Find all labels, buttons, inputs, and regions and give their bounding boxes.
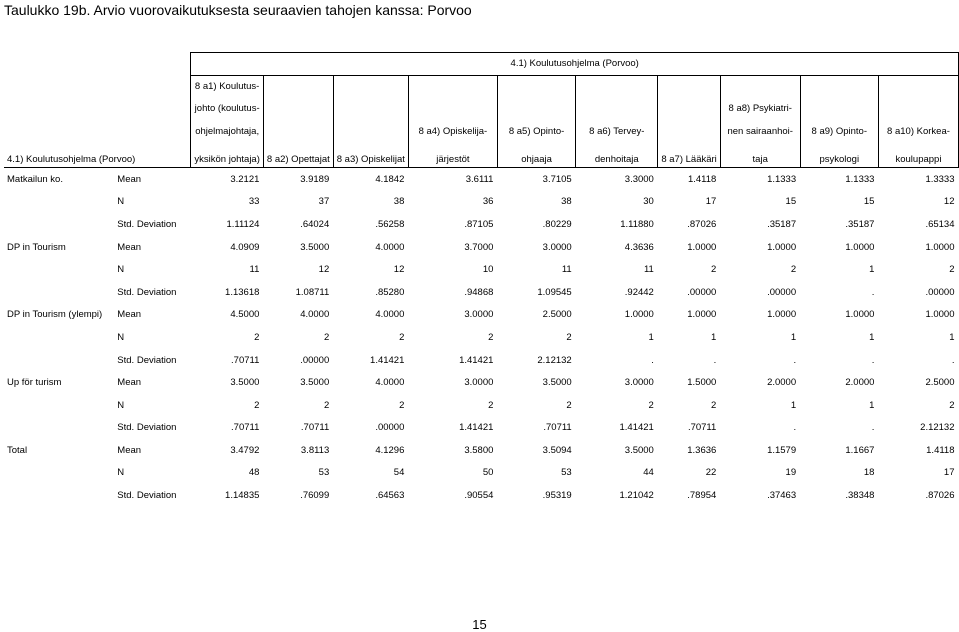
table-cell: 1.0000 — [687, 309, 717, 321]
table-cell: .00000 — [767, 286, 797, 298]
table-cell: 1.4118 — [926, 444, 955, 456]
table-cell: 4.0000 — [300, 309, 330, 321]
column-header-7 — [658, 98, 720, 121]
table-cell: 1.0000 — [767, 309, 797, 321]
table-row — [4, 191, 959, 214]
table-cell: .00000 — [925, 286, 955, 298]
table-cell: 1.4118 — [687, 173, 717, 185]
page-number: 15 — [472, 617, 487, 632]
table-cell: 2.12132 — [920, 422, 955, 434]
table-row — [4, 440, 959, 463]
table-cell: 10 — [482, 264, 494, 276]
column-header-2: 8 a2) Opettajat — [263, 143, 333, 168]
statistics-table — [4, 52, 959, 507]
statistic-label: Mean — [117, 444, 142, 456]
header-corner — [4, 53, 191, 76]
table-cell: .38348 — [845, 490, 875, 502]
column-header-4: 8 a4) Opiskelija- — [408, 120, 497, 143]
table-row — [4, 394, 959, 417]
table-cell: 36 — [482, 196, 494, 208]
table-cell: 2 — [790, 264, 797, 276]
table-cell: 2 — [949, 399, 955, 411]
statistic-label: Std. Deviation — [117, 286, 177, 298]
table-cell: .70711 — [231, 422, 260, 434]
table-cell: 2 — [323, 331, 330, 343]
column-header-5 — [497, 75, 575, 98]
table-cell: 22 — [705, 467, 717, 479]
table-cell: 1 — [790, 331, 797, 343]
table-cell: 3.5094 — [542, 444, 572, 456]
table-cell: 1.0000 — [624, 309, 654, 321]
table-cell: . — [951, 354, 955, 366]
table-cell: .85280 — [375, 286, 405, 298]
table-cell: 1 — [869, 264, 875, 276]
table-cell: . — [793, 422, 797, 434]
group-label — [4, 394, 114, 417]
table-cell: 1.41421 — [619, 422, 654, 434]
table-cell: 1.13618 — [225, 286, 260, 298]
table-cell: 11 — [643, 264, 654, 276]
column-header-8: 8 a8) Psykiatri- — [720, 98, 800, 121]
column-header-9 — [800, 98, 878, 121]
row-header-label: 4.1) Koulutusohjelma (Porvoo) — [4, 143, 191, 168]
table-cell: 1.3636 — [687, 444, 717, 456]
table-cell: 2.5000 — [925, 377, 955, 389]
statistic-label: Mean — [117, 309, 142, 321]
table-cell: .87026 — [687, 218, 717, 230]
column-header-5: ohjaaja — [497, 143, 575, 168]
table-cell: 11 — [249, 264, 260, 276]
table-cell: .76099 — [300, 490, 330, 502]
table-cell: 37 — [318, 196, 330, 208]
column-header-4 — [408, 98, 497, 121]
table-cell: 2 — [254, 331, 260, 343]
table-cell: .00000 — [300, 354, 330, 366]
column-header-9 — [800, 75, 878, 98]
column-header-2 — [263, 75, 333, 98]
table-cell: 4.1842 — [375, 173, 405, 185]
table-cell: 3.4792 — [230, 444, 260, 456]
table-cell: 1.11880 — [620, 218, 654, 230]
table-cell: 3.5000 — [542, 377, 572, 389]
table-cell: 2.0000 — [767, 377, 797, 389]
table-cell: 4.1296 — [375, 444, 405, 456]
table-cell: 1 — [790, 399, 797, 411]
table-cell: 3.5000 — [230, 377, 260, 389]
header-blank — [4, 98, 191, 121]
table-cell: 1.0000 — [925, 241, 955, 253]
table-cell: 3.5000 — [300, 377, 330, 389]
table-cell: 1.09545 — [537, 286, 572, 298]
table-cell: 33 — [248, 196, 260, 208]
table-cell: 18 — [863, 467, 875, 479]
column-header-6 — [576, 98, 658, 121]
table-cell: 1.1333 — [845, 173, 875, 185]
table-cell: 4.0000 — [375, 241, 405, 253]
table-cell: 3.7000 — [464, 241, 494, 253]
column-header-6: denhoitaja — [576, 143, 658, 168]
table-cell: 1.0000 — [845, 309, 875, 321]
table-row — [4, 304, 959, 327]
group-label — [4, 417, 114, 440]
table-cell: .94868 — [464, 286, 494, 298]
table-cell: 4.0909 — [230, 241, 260, 253]
table-cell: .70711 — [543, 422, 572, 434]
table-cell: 44 — [643, 467, 654, 479]
table-cell: . — [871, 286, 875, 298]
table-cell: . — [871, 422, 875, 434]
table-cell: .80229 — [542, 218, 572, 230]
table-cell: 2 — [711, 264, 717, 276]
table-cell: . — [793, 354, 797, 366]
table-cell: 53 — [561, 467, 572, 479]
column-header-8 — [720, 75, 800, 98]
statistic-label: Std. Deviation — [117, 218, 177, 230]
table-row — [4, 417, 959, 440]
group-label: Total — [7, 444, 28, 456]
table-cell: 30 — [643, 196, 654, 208]
table-cell: 1.1667 — [845, 444, 875, 456]
group-label — [4, 349, 114, 372]
table-cell: 1.0000 — [687, 241, 717, 253]
column-header-9: 8 a9) Opinto- — [800, 120, 878, 143]
table-cell: 1 — [869, 399, 875, 411]
table-cell: 1 — [949, 331, 955, 343]
table-cell: 2 — [399, 331, 405, 343]
table-cell: 53 — [318, 467, 330, 479]
group-label — [4, 281, 114, 304]
table-cell: .56258 — [375, 218, 405, 230]
statistic-label: Mean — [117, 377, 142, 389]
table-cell: 19 — [785, 467, 797, 479]
table-cell: 2 — [488, 331, 494, 343]
table-cell: 2 — [566, 399, 572, 411]
table-cell: 3.6111 — [465, 173, 494, 185]
statistic-label: Mean — [117, 241, 142, 253]
column-header-3 — [333, 98, 408, 121]
column-header-10: 8 a10) Korkea- — [878, 120, 958, 143]
table-cell: .64024 — [300, 218, 330, 230]
group-label: Up för turism — [7, 377, 62, 389]
table-cell: 2.5000 — [542, 309, 572, 321]
column-header-6: 8 a6) Tervey- — [576, 120, 658, 143]
column-header-10: koulupappi — [878, 143, 958, 168]
statistic-label: N — [117, 264, 125, 276]
table-cell: .90554 — [464, 490, 494, 502]
table-cell: 12 — [943, 196, 955, 208]
statistic-label: N — [117, 331, 125, 343]
group-label — [4, 485, 114, 508]
group-label — [4, 214, 114, 237]
span-header: 4.1) Koulutusohjelma (Porvoo) — [191, 53, 959, 76]
column-header-2 — [263, 98, 333, 121]
table-cell: .65134 — [925, 218, 955, 230]
column-header-8: nen sairaanhoi- — [720, 120, 800, 143]
table-cell: 38 — [561, 196, 572, 208]
table-cell: 3.5000 — [624, 444, 654, 456]
table-cell: 1.21042 — [619, 490, 654, 502]
table-cell: 4.0000 — [375, 377, 405, 389]
table-cell: 3.0000 — [464, 377, 494, 389]
table-cell: 3.0000 — [464, 309, 494, 321]
statistic-label: N — [117, 399, 125, 411]
table-cell: .64563 — [375, 490, 405, 502]
table-cell: 1.0000 — [925, 309, 955, 321]
statistic-label: Std. Deviation — [117, 490, 177, 502]
column-header-7: 8 a7) Lääkäri — [658, 143, 720, 168]
table-cell: .70711 — [231, 354, 260, 366]
table-cell: 3.0000 — [542, 241, 572, 253]
table-cell: 12 — [393, 264, 405, 276]
column-header-1: johto (koulutus- — [191, 98, 263, 121]
table-cell: 1.11124 — [226, 218, 260, 230]
table-cell: 2 — [488, 399, 494, 411]
table-row — [4, 214, 959, 237]
table-cell: .00000 — [375, 422, 405, 434]
statistic-label: N — [117, 196, 125, 208]
column-header-10 — [878, 75, 958, 98]
table-cell: 1.3333 — [925, 173, 955, 185]
table-cell: 2 — [399, 399, 405, 411]
table-cell: 3.7105 — [542, 173, 572, 185]
table-cell: 17 — [705, 196, 717, 208]
table-cell: 17 — [943, 467, 955, 479]
group-label: DP in Tourism — [7, 241, 66, 253]
table-cell: 1.41421 — [459, 354, 494, 366]
table-cell: 3.5800 — [464, 444, 494, 456]
table-cell: 1.1333 — [767, 173, 797, 185]
table-cell: 12 — [318, 264, 330, 276]
column-header-3: 8 a3) Opiskelijat — [333, 143, 408, 168]
table-cell: .95319 — [542, 490, 572, 502]
column-header-10 — [878, 98, 958, 121]
table-cell: .70711 — [300, 422, 330, 434]
table-cell: . — [871, 354, 875, 366]
column-header-5 — [497, 98, 575, 121]
table-cell: .35187 — [767, 218, 797, 230]
group-label: Matkailun ko. — [7, 173, 63, 185]
table-cell: 1 — [648, 331, 654, 343]
column-header-4 — [408, 75, 497, 98]
column-header-3 — [333, 75, 408, 98]
column-header-3 — [333, 120, 408, 143]
table-cell: 1.08711 — [295, 286, 330, 298]
table-cell: 4.3636 — [624, 241, 654, 253]
column-header-7 — [658, 120, 720, 143]
header-blank — [4, 75, 191, 98]
table-cell: . — [713, 354, 717, 366]
column-header-4: järjestöt — [408, 143, 497, 168]
table-cell: 2.0000 — [845, 377, 875, 389]
statistic-label: Std. Deviation — [117, 422, 177, 434]
table-cell: .92442 — [624, 286, 654, 298]
table-cell: 3.9189 — [300, 173, 330, 185]
table-row — [4, 372, 959, 395]
table-cell: 1.41421 — [370, 354, 405, 366]
table-cell: 2 — [949, 264, 955, 276]
column-header-1: ohjelmajohtaja, — [191, 120, 263, 143]
table-row — [4, 168, 959, 191]
table-row — [4, 327, 959, 350]
column-header-9: psykologi — [800, 143, 878, 168]
table-cell: .35187 — [845, 218, 875, 230]
table-cell: 15 — [785, 196, 797, 208]
table-cell: 3.8113 — [300, 444, 330, 456]
column-header-1: 8 a1) Koulutus- — [191, 75, 263, 98]
column-header-1: yksikön johtaja) — [191, 143, 263, 168]
table-cell: 4.0000 — [375, 309, 405, 321]
column-header-6 — [576, 75, 658, 98]
table-cell: 2 — [566, 331, 572, 343]
table-cell: 1.1579 — [767, 444, 797, 456]
table-cell: 15 — [863, 196, 875, 208]
group-label — [4, 191, 114, 214]
table-row — [4, 281, 959, 304]
column-header-7 — [658, 75, 720, 98]
table-cell: 3.2121 — [230, 173, 260, 185]
table-cell: 2 — [648, 399, 654, 411]
group-label — [4, 259, 114, 282]
table-cell: 1.0000 — [767, 241, 797, 253]
table-cell: 1.41421 — [459, 422, 494, 434]
table-cell: 54 — [393, 467, 405, 479]
group-label — [4, 462, 114, 485]
table-row — [4, 349, 959, 372]
table-row — [4, 485, 959, 508]
table-row — [4, 462, 959, 485]
table-cell: 48 — [248, 467, 260, 479]
column-header-8: taja — [720, 143, 800, 168]
table-cell: 2.12132 — [537, 354, 572, 366]
table-cell: 1 — [869, 331, 875, 343]
table-cell: 2 — [323, 399, 330, 411]
column-header-5: 8 a5) Opinto- — [497, 120, 575, 143]
table-cell: 1 — [711, 331, 717, 343]
statistic-label: Mean — [117, 173, 142, 185]
table-cell: 2 — [254, 399, 260, 411]
table-cell: .78954 — [687, 490, 717, 502]
table-cell: 3.5000 — [300, 241, 330, 253]
statistic-label: Std. Deviation — [117, 354, 177, 366]
table-cell: 11 — [561, 264, 572, 276]
page-title: Taulukko 19b. Arvio vuorovaikutuksesta seuraavien tahojen kanssa: Porvoo — [4, 2, 472, 18]
statistic-label: N — [117, 467, 125, 479]
table-cell: 38 — [393, 196, 405, 208]
table-cell: 1.14835 — [225, 490, 260, 502]
table-cell: 50 — [482, 467, 494, 479]
table-cell: 4.5000 — [230, 309, 260, 321]
table-cell: 3.3000 — [624, 173, 654, 185]
table-cell: 1.5000 — [687, 377, 717, 389]
table-cell: .00000 — [687, 286, 717, 298]
group-label: DP in Tourism (ylempi) — [7, 309, 103, 321]
table-cell: .37463 — [767, 490, 797, 502]
header-blank — [4, 120, 191, 143]
column-header-2 — [263, 120, 333, 143]
table-row — [4, 236, 959, 259]
table-cell: 2 — [711, 399, 717, 411]
table-cell: .87105 — [464, 218, 494, 230]
table-cell: 1.0000 — [845, 241, 875, 253]
table-cell: . — [651, 354, 654, 366]
table-cell: 3.0000 — [624, 377, 654, 389]
table-row — [4, 259, 959, 282]
group-label — [4, 327, 114, 350]
table-cell: .87026 — [925, 490, 955, 502]
table-cell: .70711 — [687, 422, 717, 434]
